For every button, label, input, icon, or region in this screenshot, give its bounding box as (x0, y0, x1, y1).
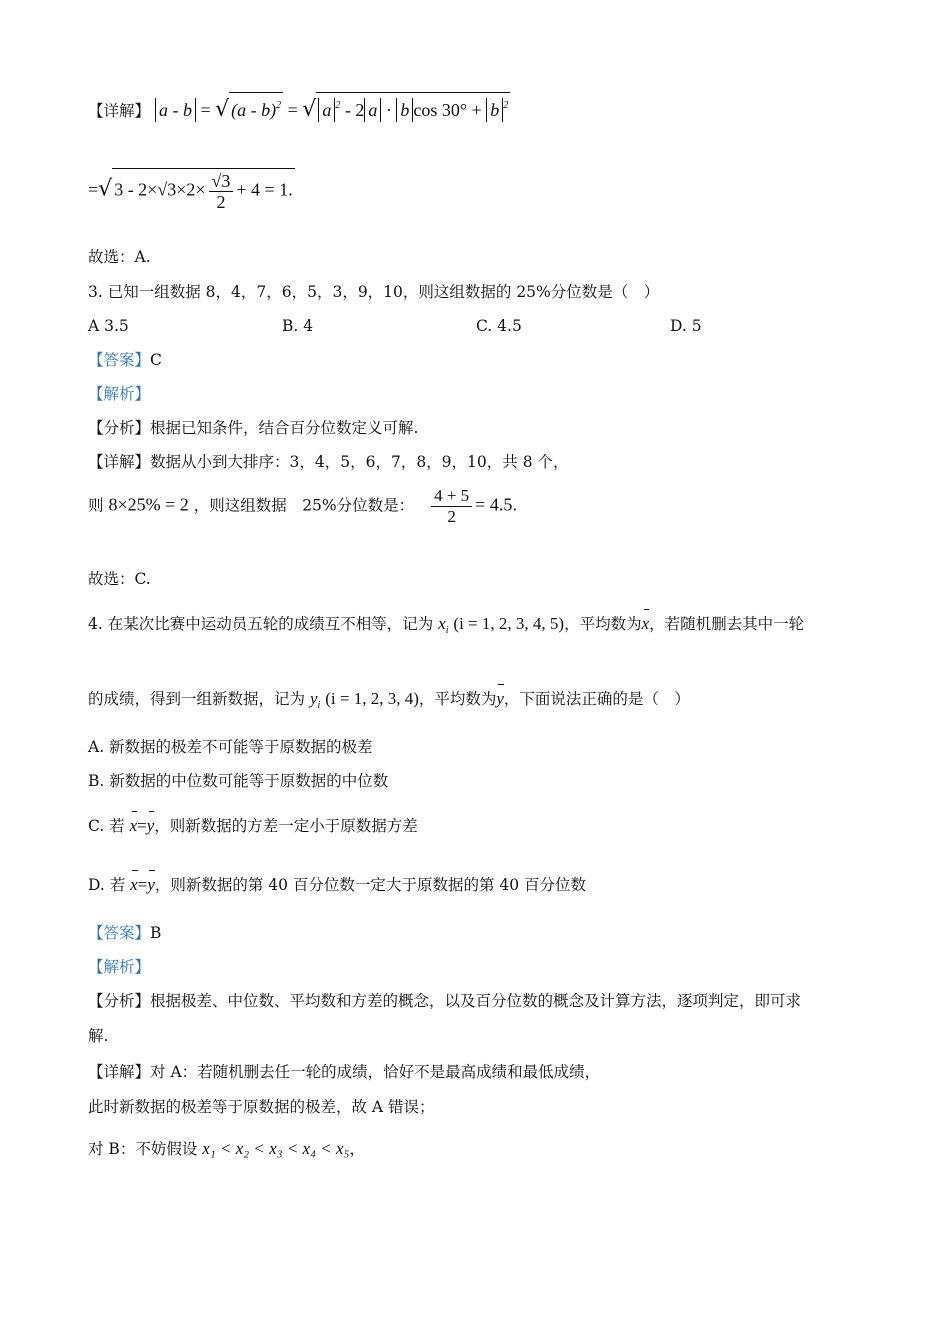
q4-detail-a2: 此时新数据的极差等于原数据的极差，故 A 错误； (88, 1098, 435, 1116)
q3-option-a: A 3.5 (88, 317, 129, 335)
q3-option-b: B. 4 (282, 317, 314, 335)
q4-stem-line2: 的成绩，得到一组新数据，记为 $y_i$ (i = 1, 2, 3, 4)，平均数为y，下面说法正确的是（ ） (88, 689, 690, 711)
q3-jiexi-tag: 【解析】 (88, 385, 151, 403)
fenxi-text: 根据已知条件，结合百分位数定义可解. (150, 419, 419, 437)
detail-text: 数据从小到大排序：3，4，5，6，7，8，9，10，共 8 个， (150, 453, 569, 471)
detail-tag: 【详解】 (88, 102, 151, 120)
q3-fenxi (88, 417, 418, 439)
q3-calc-line: 则 8×25% = 2 ，则这组数据 25%分位数是： $\frac{4 + 5}{2}$ = 4.5. (88, 486, 518, 526)
fenxi-tag: 【分析】 (88, 992, 151, 1010)
q4-option-d: D. 若 x=y，则新数据的第 40 百分位数一定大于原数据的第 40 百分位数 (88, 875, 587, 894)
answer-tag: 【答案】 (88, 351, 151, 369)
q4-option-a: A. 新数据的极差不可能等于原数据的极差 (88, 738, 373, 756)
q4-option-b: B. 新数据的中位数可能等于原数据的中位数 (88, 772, 389, 790)
detail-tag: 【详解】 (88, 1063, 151, 1081)
q4-fenxi-line2: 解. (88, 1027, 109, 1045)
q3-choose: 故选：C. (88, 570, 151, 588)
q3-option-d: D. 5 (670, 317, 702, 335)
q4-answer (88, 922, 161, 944)
q3-option-c: C. 4.5 (476, 317, 522, 335)
formula-vector-diff: a - b = √ (a - b)$^2$ = √ a $^2$ - 2 a · b cos 30° + b $^2$ (155, 100, 510, 120)
fraction: $\frac{4 + 5}{2}$ (431, 486, 472, 527)
detail-tag: 【详解】 (88, 453, 151, 471)
q4-detail-b: 对 B：不妨假设 x₁ < x₂ < x₃ < x₄ < x₅， (88, 1139, 365, 1158)
answer-value: B (150, 924, 162, 942)
q4-detail-a: 【详解】对 A：若随机删去任一轮的成绩，恰好不是最高成绩和最低成绩， (88, 1063, 601, 1081)
calc-expr: 8×25% = 2 (108, 494, 189, 515)
q2-choose: 故选：A. (88, 248, 151, 266)
q4-stem-line1: 4. 在某次比赛中运动员五轮的成绩互不相等，记为 $x_i$ (i = 1, 2, 3, 4, 5)，平均数为x，若随机删去其中一轮 (88, 614, 805, 636)
q3-options (88, 315, 848, 337)
q3-answer (88, 349, 162, 371)
q2-detail-line (88, 92, 510, 122)
q2-formula-line2: =√ 3 - 2×√3×2× $\frac{√3}{2}$ + 4 = 1. (88, 168, 295, 212)
q3-detail (88, 451, 569, 473)
answer-value: C (150, 351, 162, 369)
q4-fenxi-line1 (88, 990, 801, 1012)
q4-option-c: C. 若 x=y，则新数据的方差一定小于原数据方差 (88, 816, 418, 835)
q3-stem: 3. 已知一组数据 8，4，7，6，5，3，9，10，则这组数据的 25%分位数是（ ） (88, 283, 660, 301)
q4-jiexi-tag: 【解析】 (88, 958, 151, 976)
inequality: x₁ < x₂ < x₃ < x₄ < x₅ (202, 1139, 350, 1158)
fenxi-text: 根据极差、中位数、平均数和方差的概念，以及百分位数的概念及计算方法，逐项判定，即可求 (150, 992, 802, 1010)
fenxi-tag: 【分析】 (88, 419, 151, 437)
answer-tag: 【答案】 (88, 924, 151, 942)
